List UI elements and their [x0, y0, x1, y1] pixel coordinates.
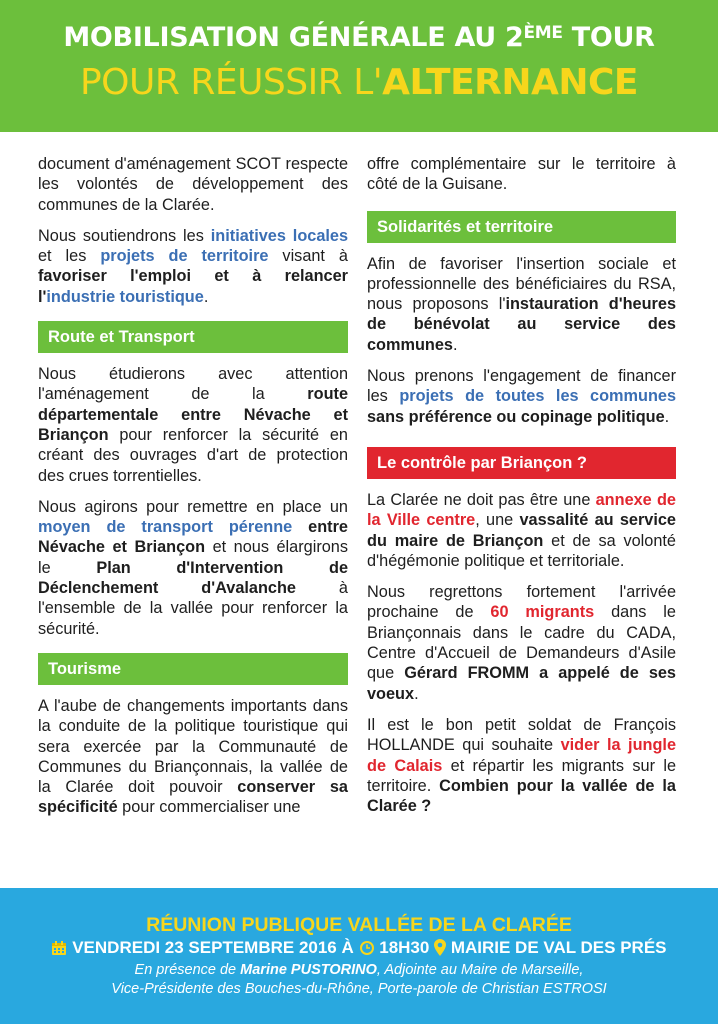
paragraph: document d'aménagement SCOT respecte les volontés de développement des communes de la Clarée.	[38, 155, 348, 214]
section-heading-controle: Le contrôle par Briançon ?	[367, 447, 676, 479]
meeting-details	[0, 938, 718, 958]
meeting-title: RÉUNION PUBLIQUE VALLÉE DE LA CLARÉE	[146, 914, 572, 936]
footer-banner	[0, 888, 718, 1024]
headline-part: TOUR	[562, 22, 655, 53]
paragraph: Nous prenons l'engagement de financer les projets de toutes les communes sans préférence ou copinage politique.	[367, 367, 676, 426]
subheadline-part: POUR RÉUSSIR L'	[79, 62, 383, 103]
left-column	[38, 154, 348, 829]
subheadline	[0, 62, 718, 103]
guest-line: En présence de Marine PUSTORINO, Adjointe au Maire de Marseille,	[134, 962, 584, 978]
guest-roles: Vice-Présidente des Bouches-du-Rhône, Porte-parole de Christian ESTROSI	[111, 981, 607, 997]
meeting-date: VENDREDI 23 SEPTEMBRE 2016 À	[72, 938, 354, 957]
paragraph: Il est le bon petit soldat de François HOLLANDE qui souhaite vider la jungle de Calais et répartir les migrants sur le territoire. Combien pour la vallée de la Clarée ?	[367, 715, 676, 816]
section-heading-tourisme: Tourisme	[38, 653, 348, 685]
paragraph: Nous regrettons fortement l'arrivée prochaine de 60 migrants dans le Briançonnais dans le cadre du CADA, Centre d'Accueil de Demandeurs d'Asile que Gérard FROMM a appelé de ses voeux.	[367, 583, 676, 703]
subheadline-emphasis: ALTERNANCE	[382, 62, 639, 103]
paragraph: Nous étudierons avec attention l'aménagement de la route départementale entre Névache et Briançon pour renforcer la sécurité en créant des ouvrages d'art de protection des crues torrentielles.	[38, 365, 348, 485]
right-column	[367, 154, 676, 827]
meeting-time: 18H30	[379, 938, 430, 957]
calendar-icon	[51, 940, 67, 956]
section-heading-solidarites: Solidarités et territoire	[367, 211, 676, 243]
paragraph: Afin de favoriser l'insertion sociale et professionnelle des bénéficiaires du RSA, nous proposons l'instauration d'heures de bénévolat au service des communes.	[367, 254, 676, 354]
headline-superscript: ÈME	[523, 23, 563, 43]
paragraph: offre complémentaire sur le territoire à côté de la Guisane.	[367, 155, 676, 194]
paragraph: La Clarée ne doit pas être une annexe de la Ville centre, une vassalité au service du maire de Briançon et de sa volonté d'hégémonie politique et territoriale.	[367, 490, 676, 570]
header-banner	[0, 0, 718, 132]
meeting-place: MAIRIE DE VAL DES PRÉS	[450, 938, 667, 957]
guest-name: Marine PUSTORINO	[240, 962, 377, 978]
paragraph: Nous agirons pour remettre en place un moyen de transport pérenne entre Névache et Briançon et nous élargirons le Plan d'Intervention de Déclenchement d'Avalanche à l'ensemble de la vallée pour renforcer la sécurité.	[38, 497, 348, 638]
paragraph: Nous soutiendrons les initiatives locales et les projets de territoire visant à favoriser l'emploi et à relancer l'industrie touristique.	[38, 226, 349, 306]
location-pin-icon	[434, 939, 446, 956]
clock-icon	[359, 940, 375, 956]
paragraph: A l'aube de changements importants dans la conduite de la politique touristique qui sera exercée par la Communauté de Communes du Briançonnais, la vallée de la Clarée doit pouvoir conserver sa spécificité pour commercialiser une	[38, 696, 348, 817]
headline-part: MOBILISATION GÉNÉRALE AU 2	[63, 22, 524, 53]
headline	[0, 22, 718, 53]
section-heading-route: Route et Transport	[38, 321, 348, 353]
